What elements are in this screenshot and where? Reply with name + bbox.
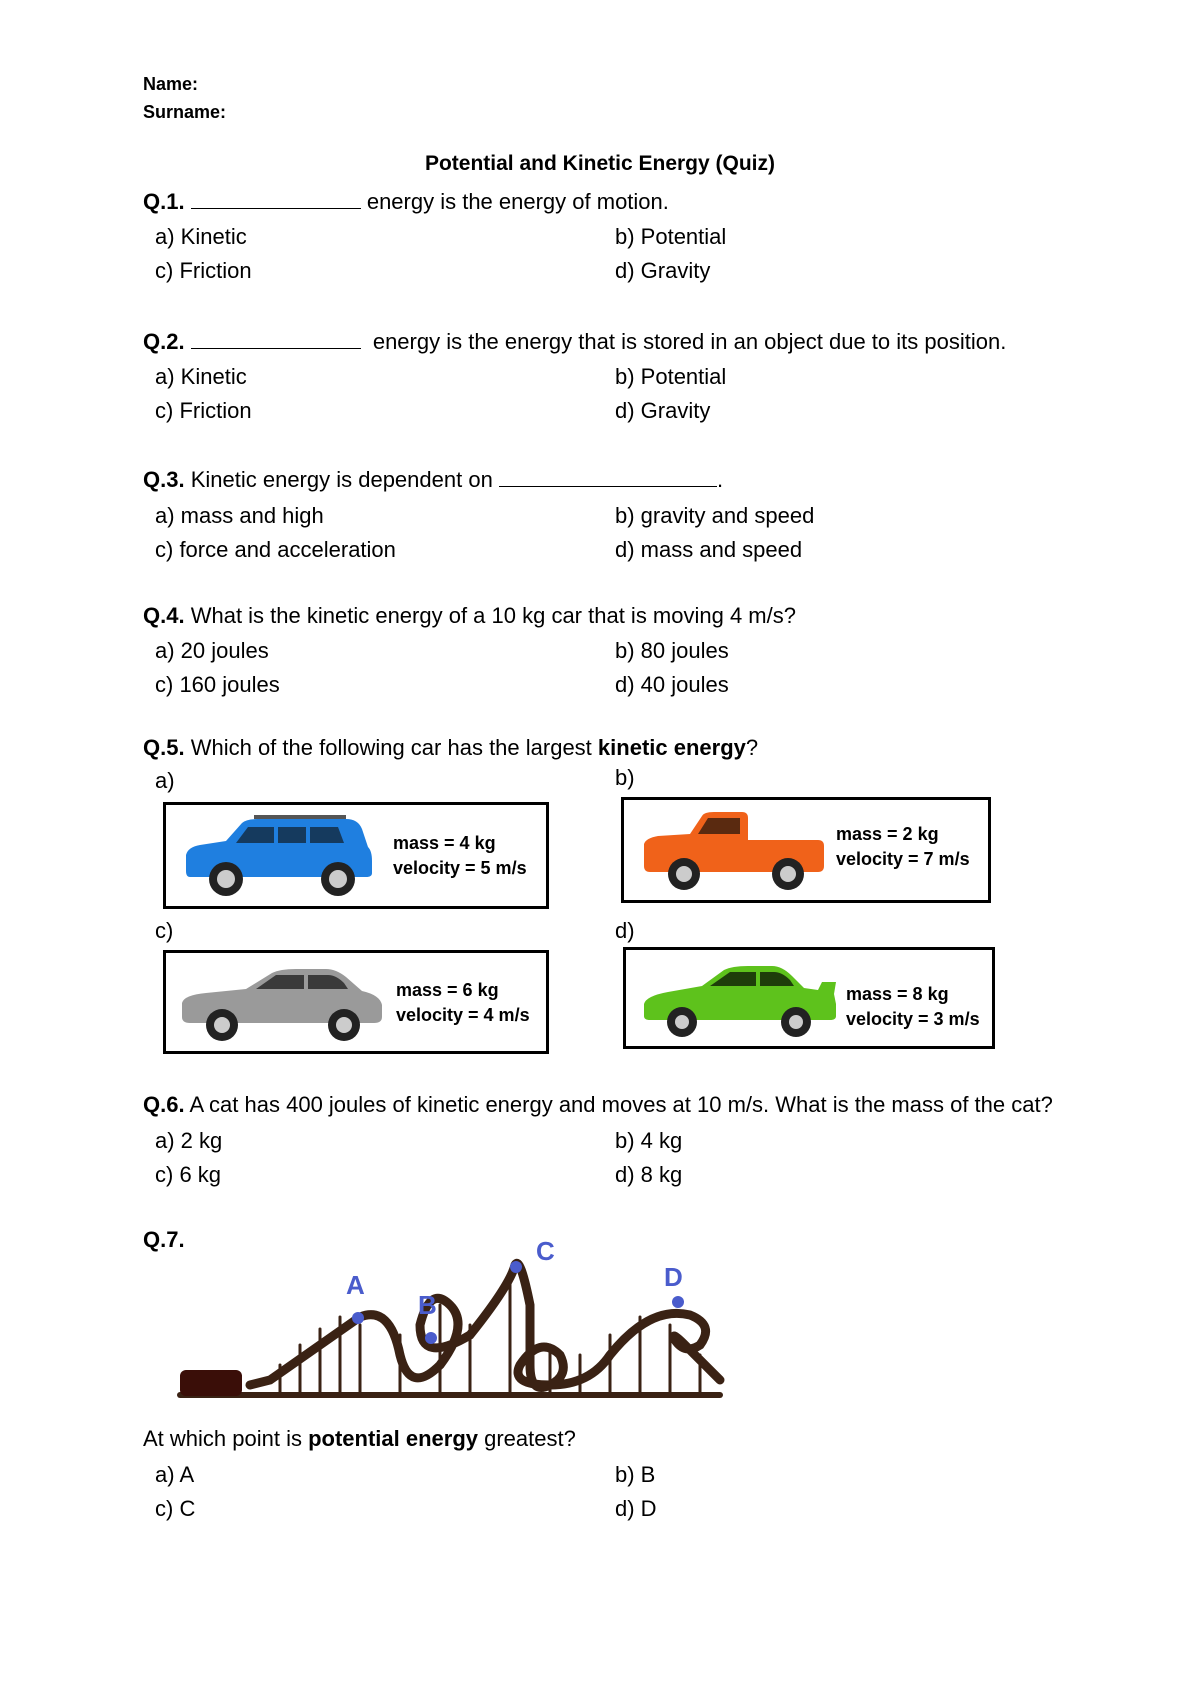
question-text: energy is the energy of motion.	[366, 189, 669, 214]
point-label-b: B	[418, 1290, 437, 1320]
point-a-marker	[352, 1312, 364, 1324]
surname-label: Surname:	[143, 102, 227, 122]
car-option-label-d[interactable]: d)	[615, 918, 635, 943]
option-c[interactable]: c) C	[155, 1496, 196, 1521]
car-option-label-c[interactable]: c)	[155, 918, 174, 943]
option-d[interactable]: d) 40 joules	[615, 672, 729, 697]
question-number: Q.7.	[143, 1227, 185, 1252]
question-number: Q.3.	[143, 467, 185, 492]
question-6	[143, 1092, 1053, 1118]
car-mass: mass = 2 kg	[836, 824, 939, 844]
option-a[interactable]: a) Kinetic	[155, 364, 247, 389]
car-velocity: velocity = 7 m/s	[836, 849, 970, 869]
option-b[interactable]: b) gravity and speed	[615, 503, 815, 528]
question-end: greatest?	[478, 1426, 576, 1451]
page-title: Potential and Kinetic Energy (Quiz)	[424, 152, 776, 175]
option-a[interactable]: a) Kinetic	[155, 224, 247, 249]
question-number: Q.2.	[143, 329, 185, 354]
question-4	[143, 603, 796, 629]
question-text: Kinetic energy is dependent on	[190, 467, 493, 492]
option-d[interactable]: d) mass and speed	[615, 537, 803, 562]
car-info-d	[846, 982, 980, 1032]
answer-blank[interactable]	[499, 468, 717, 487]
pickup-truck-icon	[638, 810, 828, 896]
car-velocity: velocity = 3 m/s	[846, 1009, 980, 1029]
question-text: A cat has 400 joules of kinetic energy and moves at 10 m/s. What is the mass of the cat?	[189, 1092, 1053, 1117]
option-b[interactable]: b) Potential	[615, 364, 727, 389]
car-card-a[interactable]	[163, 802, 549, 909]
point-b-marker	[425, 1332, 437, 1344]
car-mass: mass = 6 kg	[396, 980, 499, 1000]
coaster-car-icon	[180, 1370, 242, 1396]
option-a[interactable]: a) A	[155, 1462, 195, 1487]
roller-coaster-diagram	[170, 1245, 730, 1415]
car-option-label-a[interactable]: a)	[155, 768, 175, 793]
car-card-d[interactable]	[623, 947, 995, 1049]
option-b[interactable]: b) 4 kg	[615, 1128, 683, 1153]
question-5	[143, 735, 758, 761]
question-bold-text: kinetic energy	[597, 735, 746, 760]
sports-car-icon	[640, 960, 840, 1044]
question-number: Q.1.	[143, 189, 185, 214]
option-d[interactable]: d) Gravity	[615, 258, 711, 283]
name-label: Name:	[143, 74, 199, 94]
question-text: energy is the energy that is stored in an object due to its position.	[372, 329, 1007, 354]
option-c[interactable]: c) 160 joules	[155, 672, 280, 697]
option-b[interactable]: b) Potential	[615, 224, 727, 249]
question-end: .	[716, 467, 724, 492]
point-label-c: C	[536, 1236, 555, 1266]
sedan-car-icon	[176, 963, 386, 1047]
option-c[interactable]: c) force and acceleration	[155, 537, 396, 562]
option-a[interactable]: a) mass and high	[155, 503, 324, 528]
car-mass: mass = 4 kg	[393, 833, 496, 853]
question-text: What is the kinetic energy of a 10 kg car that is moving 4 m/s?	[190, 603, 796, 628]
suv-car-icon	[178, 815, 378, 901]
option-d[interactable]: d) Gravity	[615, 398, 711, 423]
car-option-label-b[interactable]: b)	[615, 765, 635, 790]
point-label-d: D	[664, 1262, 683, 1292]
question-end: ?	[745, 735, 759, 760]
car-mass: mass = 8 kg	[846, 984, 949, 1004]
question-number: Q.4.	[143, 603, 185, 628]
answer-blank[interactable]	[191, 190, 361, 209]
question-1	[143, 189, 669, 215]
option-c[interactable]: c) Friction	[155, 258, 252, 283]
car-velocity: velocity = 5 m/s	[393, 858, 527, 878]
point-label-a: A	[346, 1270, 365, 1300]
option-a[interactable]: a) 2 kg	[155, 1128, 223, 1153]
question-text: Which of the following car has the largest	[190, 735, 598, 760]
question-7-text	[143, 1426, 576, 1452]
car-info-b	[836, 822, 970, 872]
car-info-c	[396, 978, 530, 1028]
point-d-marker	[672, 1296, 684, 1308]
option-c[interactable]: c) Friction	[155, 398, 252, 423]
answer-blank[interactable]	[191, 330, 361, 349]
question-number: Q.5.	[143, 735, 185, 760]
option-c[interactable]: c) 6 kg	[155, 1162, 222, 1187]
question-2	[143, 329, 1006, 355]
question-number: Q.6.	[143, 1092, 185, 1117]
option-b[interactable]: b) 80 joules	[615, 638, 729, 663]
car-card-c[interactable]	[163, 950, 549, 1054]
point-c-marker	[510, 1261, 522, 1273]
question-3	[143, 467, 723, 493]
option-b[interactable]: b) B	[615, 1462, 656, 1487]
car-info-a	[393, 831, 527, 881]
option-a[interactable]: a) 20 joules	[155, 638, 269, 663]
option-d[interactable]: d) 8 kg	[615, 1162, 683, 1187]
option-d[interactable]: d) D	[615, 1496, 657, 1521]
car-card-b[interactable]	[621, 797, 991, 903]
question-text: At which point is	[143, 1426, 309, 1451]
car-velocity: velocity = 4 m/s	[396, 1005, 530, 1025]
question-bold-text: potential energy	[308, 1426, 478, 1451]
